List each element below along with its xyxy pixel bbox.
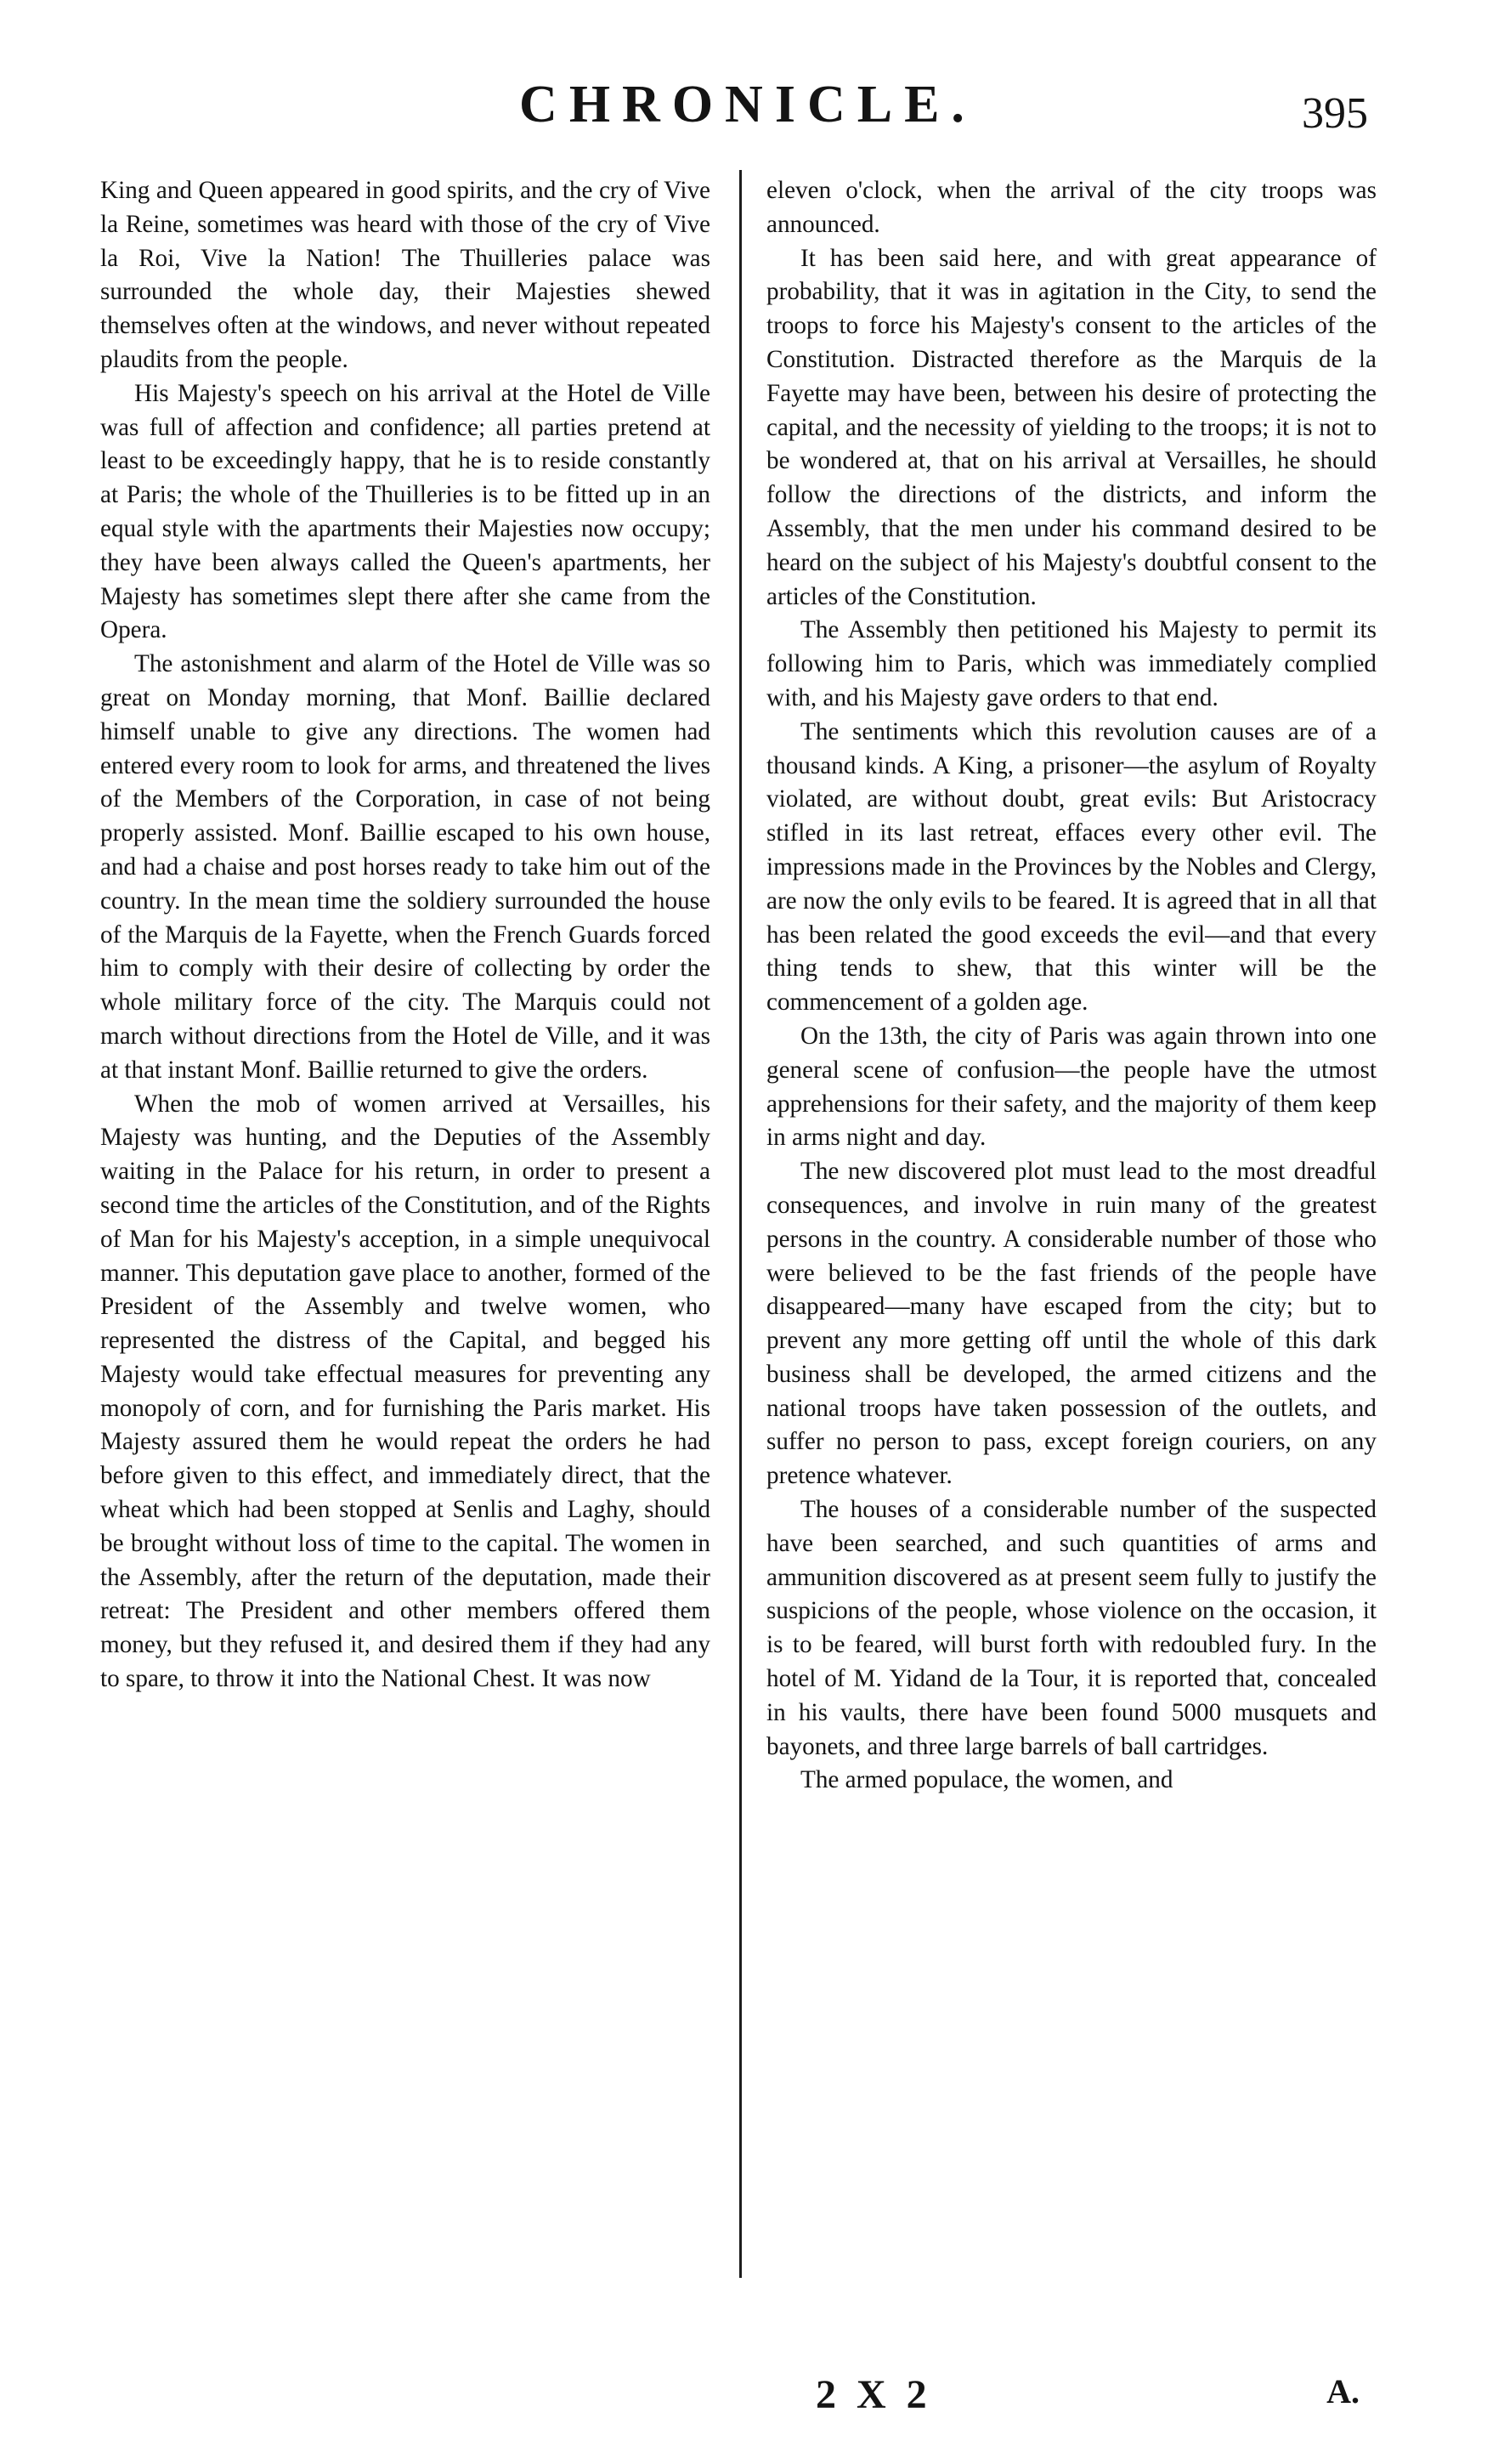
paragraph: The new discovered plot must lead to the most dreadful consequences, and involve in ruin many of the greatest persons in the country. A considerable number of those who were believed to be the fast friends of the people have disappeared—many have escaped from the city; but to prevent any more getting off until the whole of this dark business shall be developed, the armed citizens and the national troops have taken possession of the outlets, and suffer no person to pass, except foreign couriers, on any pretence whatever. [766,1158,1377,1490]
paragraph: When the mob of women arrived at Versailles, his Majesty was hunting, and the Deputies of the Assembly waiting in the Palace for his return, in order to present a second time the articles of the Constitution, and of the Rights of Man for his Majesty's acception, in a simple unequivocal manner. This deputation gave place to another, formed of the President of the Assembly and twelve women, who represented the distress of the Capital, and begged his Majesty would take effectual measures for preventing any monopoly of corn, and for furnishing the Paris market. His Majesty assured them he would repeat the orders he had before given to this effect, and immediately direct, that the wheat which had been stopped at Senlis and Laghy, should be brought without loss of time to the capital. The women in the Assembly, after the return of the deputation, made their retreat: The President and other members offered them money, but they refused it, and desired them if they had any to spare, to throw it into the National Chest. It was now [100,1090,710,1693]
paragraph: The sentiments which this revolution causes are of a thousand kinds. A King, a prisoner—the asylum of Royalty violated, are without doubt, great evils: But Aristocracy stifled in its last retreat, effaces every other evil. The impressions made in the Provinces by the Nobles and Clergy, are now the only evils to be feared. It is agreed that in all that has been related the good exceeds the evil—and that every thing tends to shew, that this winter will be the commencement of a golden age. [766,717,1377,1017]
running-title: CHRONICLE. [519,76,976,133]
paragraph: King and Queen appeared in good spirits, and the cry of Vive la Reine, sometimes was heard with those of the cry of Vive la Roi, Vive la Nation! The Thuilleries palace was surrounded the whole day, their Majesties shewed themselves often at the windows, and never without repeated plaudits from the people. [100,177,710,373]
column-divider [739,170,742,2278]
paragraph: It has been said here, and with great appearance of probability, that it was in agitation in the City, to send the troops to force his Majesty's consent to the articles of the Constitution. Distracted therefore as the Marquis de la Fayette may have been, between his desire of protecting the capital, and the necessity of yielding to the troops; it is not to be wondered at, that on his arrival at Versailles, he should follow the directions of the districts, and inform the Assembly, that the men under his command desired to be heard on the subject of his Majesty's doubtful consent to the articles of the Constitution. [766,244,1377,610]
right-column [766,174,1377,2265]
signature-mark: 2 X 2 [816,2372,932,2417]
catchword: A. [1326,2372,1360,2410]
paragraph: The armed populace, the women, and [800,1766,1173,1794]
paragraph: The houses of a considerable number of the suspected have been searched, and such quantities of arms and ammunition discovered as at present seem fully to justify the suspicions of the people, whose violence on the occasion, it is to be feared, will burst forth with redoubled fury. In the hotel of M. Yidand de la Tour, it is reported that, concealed in his vaults, there have been found 5000 musquets and bayonets, and three large barrels of ball cartridges. [766,1496,1377,1760]
paragraph: His Majesty's speech on his arrival at the Hotel de Ville was full of affection and confidence; all parties pretend at least to be exceedingly happy, that he is to reside constantly at Paris; the whole of the Thuilleries is to be fitted up in an equal style with the apartments their Majesties now occupy; they have been always called the Queen's apartments, her Majesty has sometimes slept there after she came from the Opera. [100,379,710,644]
page-number: 395 [1302,89,1368,138]
left-column [100,174,710,2265]
paragraph: On the 13th, the city of Paris was again thrown into one general scene of confusion—the people have the utmost apprehensions for their safety, and the majority of them keep in arms night and day. [766,1022,1377,1152]
paragraph: The Assembly then petitioned his Majesty to permit its following him to Paris, which was immediately complied with, and his Majesty gave orders to that end. [766,616,1377,711]
paragraph: eleven o'clock, when the arrival of the city troops was announced. [766,177,1377,238]
paragraph: The astonishment and alarm of the Hotel de Ville was so great on Monday morning, that Monf. Baillie declared himself unable to give any directions. The women had entered every room to look for arms, and threatened the lives of the Members of the Corporation, in case of not being properly assisted. Monf. Baillie escaped to his own house, and had a chaise and post horses ready to take him out of the country. In the mean time the soldiery surrounded the house of the Marquis de la Fayette, when the French Guards forced him to comply with their desire of collecting by order the whole military force of the city. The Marquis could not march without directions from the Hotel de Ville, and it was at that instant Monf. Baillie returned to give the orders. [100,650,710,1084]
